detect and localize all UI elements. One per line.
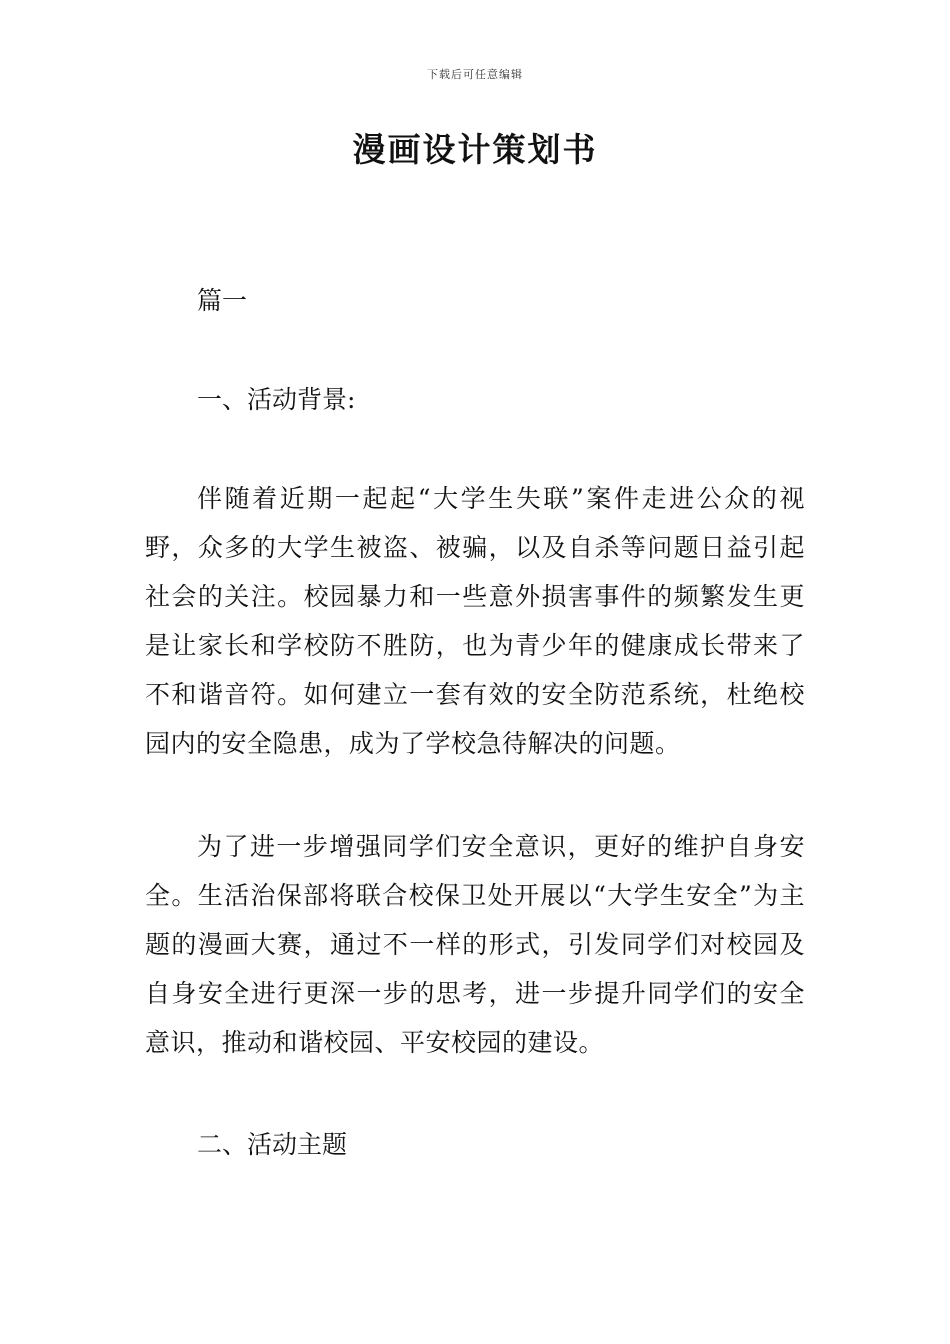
paragraph-purpose: 为了进一步增强同学们安全意识，更好的维护自身安全。生活治保部将联合校保卫处开展以“大学生安全”为主题的漫画大赛，通过不一样的形式，引发同学们对校园及自身安全进行更深一步的思考，进一步提升同学们的安全意识，推动和谐校园、平安校园的建设。 [145, 832, 805, 1057]
header-note: 下载后可任意编辑 [427, 68, 523, 81]
heading-activity-theme: 二、活动主题 [197, 1130, 348, 1159]
heading-activity-background: 一、活动背景: [197, 385, 356, 414]
document-title: 漫画设计策划书 [352, 130, 598, 169]
section-label: 篇一 [197, 286, 248, 315]
paragraph-background: 伴随着近期一起起“大学生失联”案件走进公众的视野，众多的大学生被盗、被骗，以及自杀等问题日益引起社会的关注。校园暴力和一些意外损害事件的频繁发生更是让家长和学校防不胜防，也为青少年的健康成长带来了不和谐音符。如何建立一套有效的安全防范系统，杜绝校园内的安全隐患，成为了学校急待解决的问题。 [145, 484, 805, 758]
